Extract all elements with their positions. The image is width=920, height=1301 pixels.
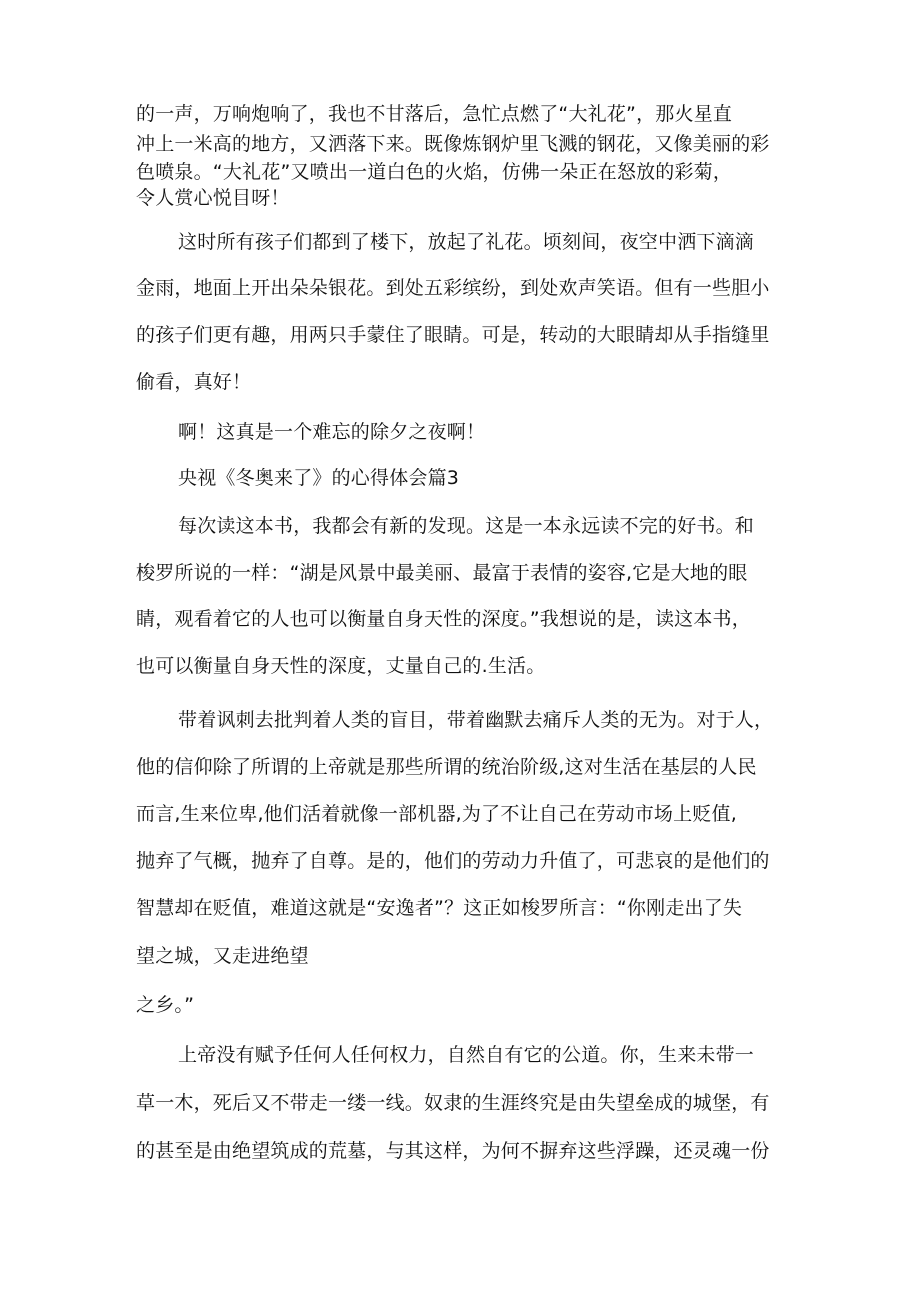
paragraph-1-line-4: 令人赏心悦目呀！	[136, 187, 290, 209]
paragraph-5-line-2: 梭罗所说的一样：“湖是风景中最美丽、最富于表情的姿容,它是大地的眼	[136, 562, 748, 584]
paragraph-6-line-1: 带着讽刺去批判着人类的盲目，带着幽默去痛斥人类的无为。对于人，	[178, 709, 774, 731]
paragraph-2-line-3: 的孩子们更有趣，用两只手蒙住了眼睛。可是，转动的大眼睛却从手指缝里	[136, 324, 770, 346]
section-heading: 央视《冬奥来了》的心得体会篇3	[178, 467, 460, 489]
paragraph-2-line-2: 金雨，地面上开出朵朵银花。到处五彩缤纷，到处欢声笑语。但有一些胆小	[136, 277, 770, 299]
paragraph-7-line-3: 的甚至是由绝望筑成的荒墓，与其这样，为何不摒弃这些浮躁，还灵魂一份	[136, 1140, 770, 1162]
paragraph-2-line-1: 这时所有孩子们都到了楼下，放起了礼花。顷刻间，夜空中洒下滴滴	[178, 231, 755, 253]
paragraph-5-line-3: 睛，观看着它的人也可以衡量自身天性的深度。”我想说的是，读这本书，	[136, 608, 751, 630]
paragraph-3-line-1: 啊！这真是一个难忘的除夕之夜啊！	[178, 421, 486, 443]
paragraph-6-line-7: 之乡。”	[136, 994, 195, 1016]
paragraph-1-line-2: 冲上一米高的地方，又洒落下来。既像炼钢炉里飞溅的钢花，又像美丽的彩	[136, 133, 770, 155]
paragraph-5-line-4: 也可以衡量自身天性的深度，丈量自己的.生活。	[136, 655, 546, 677]
paragraph-5-line-1: 每次读这本书，我都会有新的发现。这是一本永远读不完的好书。和	[178, 515, 755, 537]
paragraph-6-line-5: 智慧却在贬值，难道这就是“安逸者”？这正如梭罗所言：“你刚走出了失	[136, 897, 743, 919]
paragraph-1-line-1: 的一声，万响炮响了，我也不甘落后，急忙点燃了“大礼花”，那火星直	[136, 103, 733, 125]
paragraph-6-line-3: 而言,生来位卑,他们活着就像一部机器,为了不让自己在劳动市场上贬值,	[136, 803, 737, 825]
paragraph-6-line-6: 望之城，又走进绝望	[136, 945, 309, 967]
paragraph-7-line-2: 草一木，死后又不带走一缕一线。奴隶的生涯终究是由失望垒成的城堡，有	[136, 1092, 770, 1114]
paragraph-6-line-2: 他的信仰除了所谓的上帝就是那些所谓的统治阶级,这对生活在基层的人民	[136, 756, 757, 778]
paragraph-2-line-4: 偷看，真好！	[136, 371, 252, 393]
paragraph-1-line-3: 色喷泉。“大礼花”又喷出一道白色的火焰，仿佛一朵正在怒放的彩菊，	[136, 161, 733, 183]
paragraph-7-line-1: 上帝没有赋予任何人任何权力，自然自有它的公道。你，生来未带一	[178, 1044, 755, 1066]
paragraph-6-line-4: 抛弃了气概，抛弃了自尊。是的，他们的劳动力升值了，可悲哀的是他们的	[136, 850, 770, 872]
